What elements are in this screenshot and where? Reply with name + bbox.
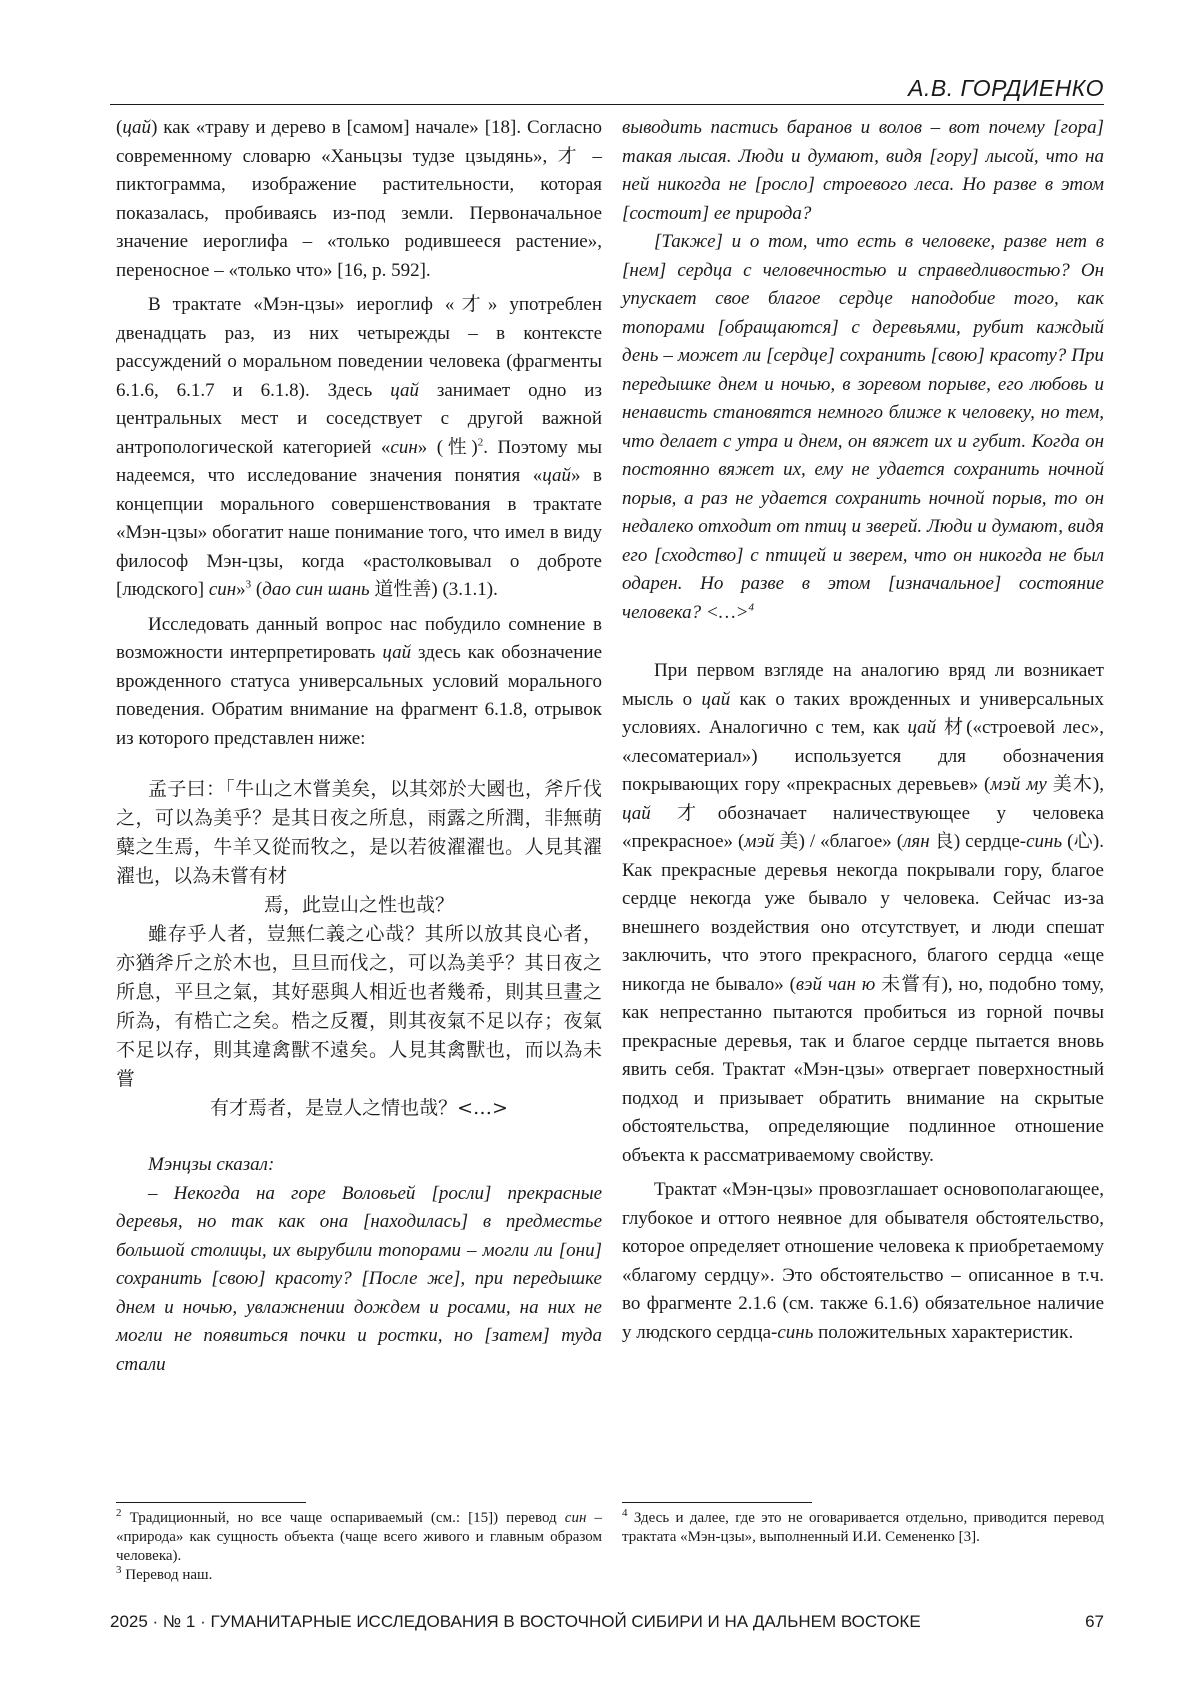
russian-translation-quote	[116, 1151, 602, 1379]
paragraph-3: Исследовать данный вопрос нас побудило сомнение в возможности интерпретировать цай здесь как обозначение врожденного статуса универсальных условий морального поведения. Обратим внимание на фрагмент 6.1.8, отрывок из которого представлен ниже:	[116, 613, 603, 749]
chinese-quote-part-1: 孟子曰：「牛山之木嘗美矣，以其郊於大國也，斧斤伐之，可以為美乎？是其日夜之所息，雨露之所潤，非無萌糵之生焉，牛羊又從而牧之，是以若彼濯濯也。人見其濯濯也，以為未嘗有材	[116, 778, 602, 887]
italic-term: цай	[382, 642, 412, 663]
footnote-separator	[116, 1502, 306, 1503]
italic-term: дао син шань	[262, 579, 370, 600]
russian-translation-quote-cont	[622, 114, 1104, 627]
chinese-quote-part-2-end: 有才焉者，是豈人之情也哉？<…>	[210, 1097, 508, 1119]
left-column	[116, 114, 602, 1379]
footnote-marker: 3	[116, 1564, 122, 1576]
footnotes-left	[116, 1502, 602, 1585]
translation-part-2: выводить пастись баранов и волов – вот почему [гора] такая лысая. Люди и думают, видя [гору] лысой, что на ней никогда не [росло] строевого леса. Но разве в этом [состоит] ее природа?	[622, 117, 1104, 224]
italic-term: цай	[622, 802, 651, 824]
italic-term: синь	[777, 1321, 814, 1343]
footnote-3: $^3$ Перевод наш.	[116, 1564, 213, 1583]
translation-part-3: [Также] и о том, что есть в человеке, разве нет в [нем] сердца с человечностью и справедливостью? Он упускает свое благое сердце наподобие того, как топорами [обращаются] с деревьями, рубит каждый день – может ли [сердце] сохранить [свою] красоту? При передышке днем и ночью, в зоревом порыве, его любовь и ненависть становятся немного ближе к человеку, но тем, что делает с утра и днем, он вяжет их и губит. Когда он постоянно вяжет их, ему не удается сохранить ночной порыв, а раз не удается сохранить ночной порыв, то он недалеко отходит от птиц и зверей. Люди и думают, видя его [сходство] с птицей и зверем, что он никогда не был одарен. Но разве в этом [изначальное] состояние человека? <…>$^4$	[622, 231, 1104, 623]
footnote-4: $^4$ Здесь и далее, где это не оговаривается отдельно, приводится перевод трактата «Мэн-цзы», выполненный И.И. Семененко [3].	[622, 1507, 1104, 1545]
footnote-marker: 2	[477, 436, 484, 449]
translation-part-1: – Некогда на горе Воловьей [росли] прекрасные деревья, но так как она [находилась] в предместье большой столицы, их вырубили топорами – могли ли [они] сохранить [свою] красоту? [После же], при передышке днем и ночью, увлажнении дождем и росами, на них не могли не появиться почки и ростки, но [затем] туда стали	[116, 1182, 602, 1375]
footnote-marker: 4	[622, 1507, 628, 1519]
italic-term: мэй	[744, 831, 775, 852]
footnote-marker: 2	[116, 1507, 122, 1519]
italic-term: лян	[903, 831, 930, 852]
italic-term: синь	[1026, 831, 1063, 852]
footnote-marker: 4	[748, 601, 754, 614]
paragraph-5: Трактат «Мэн-цзы» провозглашает основополагающее, глубокое и оттого неявное для обывателя обстоятельство, которое определяет отношение человека к приобретаемому «благому сердцу». Это обстоятельство – описанное в т.ч. во фрагменте 2.1.6 (см. также 6.1.6) обязательное наличие у людского сердца-синь положительных характеристик.	[622, 1179, 1104, 1343]
journal-info: 2025 · № 1 · ГУМАНИТАРНЫЕ ИССЛЕДОВАНИЯ В ВОСТОЧНОЙ СИБИРИ И НА ДАЛЬНЕМ ВОСТОКЕ	[110, 1612, 921, 1631]
italic-term: цай	[542, 465, 571, 486]
footnote-separator	[622, 1502, 812, 1503]
translation-intro: Мэнцзы сказал:	[148, 1154, 275, 1175]
italic-term: син	[564, 1510, 587, 1526]
running-header	[110, 74, 1104, 105]
chinese-quote-part-2: 雖存乎人者，豈無仁義之心哉？其所以放其良心者，亦猶斧斤之於木也，旦旦而伐之，可以為美乎？其日夜之所息，平旦之氣，其好惡與人相近也者幾希，則其旦晝之所為，有梏亡之矣。梏之反覆，則其夜氣不足以存；夜氣不足以存，則其違禽獸不遠矣。人見其禽獸也，而以為未嘗	[116, 923, 602, 1090]
page-number: 67	[1085, 1612, 1104, 1631]
header-author: А.В. ГОРДИЕНКО	[908, 75, 1104, 101]
italic-term: цай	[390, 379, 419, 401]
italic-term: син	[390, 436, 418, 458]
italic-term: вэй чан ю	[795, 973, 876, 995]
footnote-2: $^2$ Традиционный, но все чаще оспариваемый (см.: [15]) перевод син – «природа» как сущность объекта (чаще всего живого и главным образом человека).	[116, 1507, 603, 1564]
italic-term: цай	[122, 117, 152, 138]
footnotes-right	[622, 1502, 1104, 1547]
italic-term: цай	[907, 717, 937, 738]
paragraph-4: При первом взгляде на аналогию вряд ли возникает мысль о цай как о таких врожденных и универсальных условиях. Аналогично с тем, как цай 材(«строевой лес», «лесоматериал») используется для обозначения покрывающих гору «прекрасных деревьев» (мэй му 美木), цай 才обозначает наличествующее у человека «прекрасное» (мэй 美) / «благое» (лян 良) сердце-синь (心). Как прекрасные деревья некогда покрывали гору, благое сердце некогда уже бывало у человека. Сейчас из-за внешнего воздействия оно отсутствует, и люди спешат заключить, что этого прекрасного, благого сердца «еще никогда не бывало» (вэй чан ю 未嘗有), но, подобно тому, как непрестанно пытаются пробиться из горной почвы прекрасные деревья, так и благое сердце пытается вновь явить себя. Трактат «Мэн-цзы» отвергает поверхностный подход и призывает обратить внимание на скрытые обстоятельства, определяющие подлинное отношение объекта к рассматриваемому свойству.	[622, 660, 1105, 1166]
chinese-quote	[116, 775, 602, 1123]
footnote-marker: 3	[245, 578, 252, 591]
right-column	[622, 114, 1104, 1347]
paragraph-2: В трактате «Мэн-цзы» иероглиф «才» употреблен двенадцать раз, из них четырежды – в контексте рассуждений о моральном поведении человека (фрагменты 6.1.6, 6.1.7 и 6.1.8). Здесь цай занимает одно из центральных мест и соседствует с другой важной антропологической категорией «син» (性)$^2$. Поэтому мы надеемся, что исследование значения понятия «цай» в концепции морального совершенствования в трактате «Мэн-цзы» обогатит наше понимание того, что имел в виду философ Мэн-цзы, когда «растолковывал о доброте [людского] син»$^3$ (дао син шань 道性善) (3.1.1).	[116, 294, 602, 600]
italic-term: мэй му	[990, 774, 1047, 795]
italic-term: син	[208, 579, 237, 600]
italic-term: цай	[701, 688, 731, 710]
chinese-quote-part-1-end: 焉，此豈山之性也哉？	[263, 894, 454, 916]
paragraph-1: (цай) как «траву и дерево в [самом] начале» [18]. Согласно современному словарю «Ханьцзы тудзе цзыдянь», 才 – пиктограмма, изображение растительности, которая показалась, пробиваясь из-под земли. Первоначальное значение иероглифа – «только родившееся растение», переносное – «только что» [16, p. 592].	[116, 117, 602, 281]
